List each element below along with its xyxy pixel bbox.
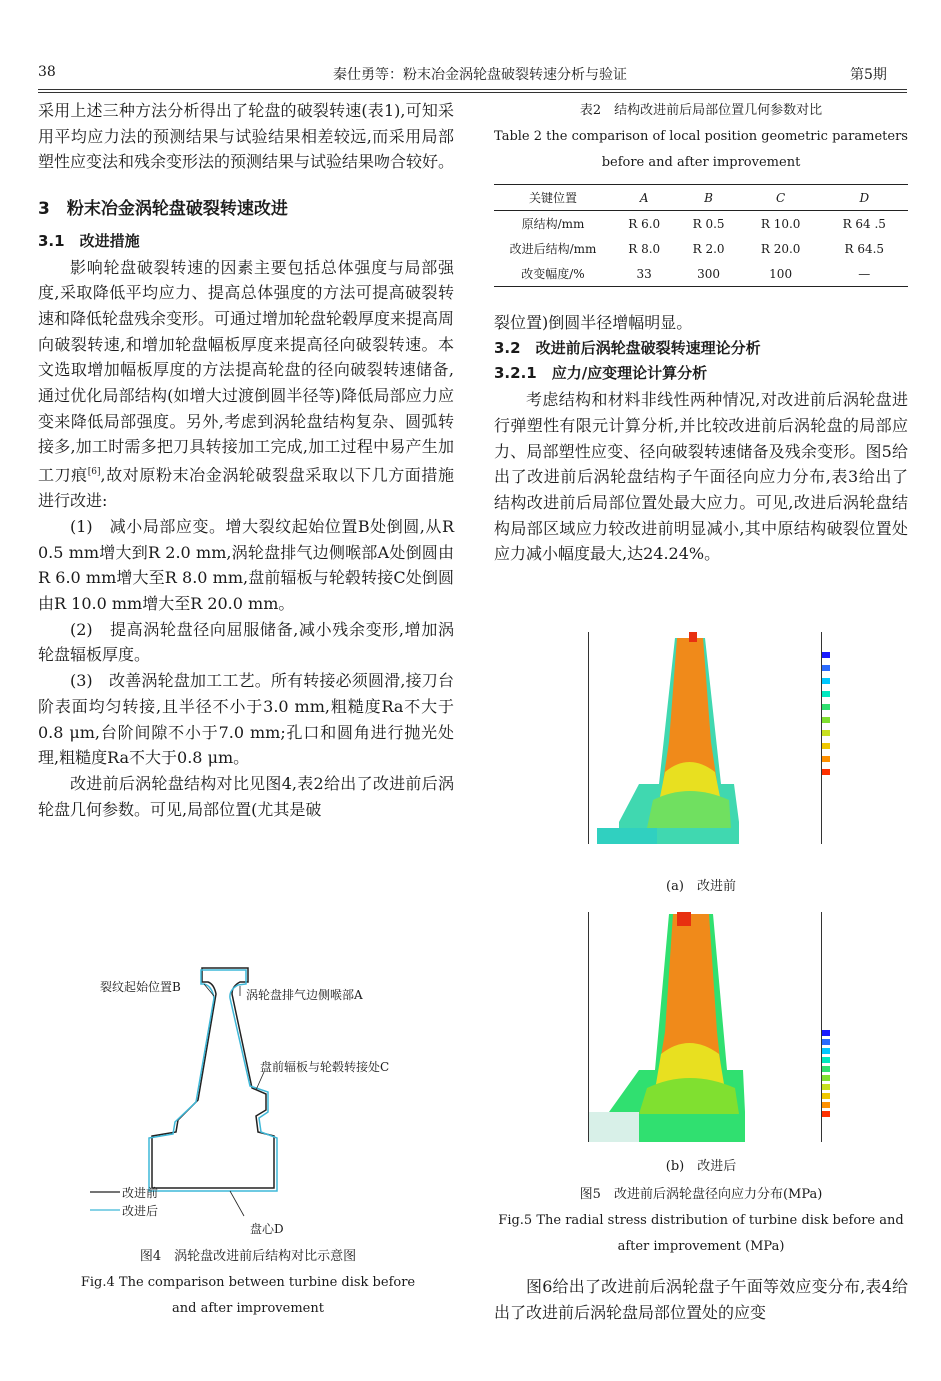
table2-title-en: Table 2 the comparison of local position geometric parameters — [494, 129, 908, 144]
table-row — [494, 236, 908, 261]
label-b: 裂纹起始位置B — [100, 980, 181, 994]
fig5-caption-cn: 图5 改进前后涡轮盘径向应力分布(MPa) — [579, 1187, 823, 1202]
legend-swatch — [822, 1075, 830, 1081]
table2-title — [494, 98, 908, 176]
table-cell: 300 — [676, 261, 740, 287]
legend-swatch — [822, 665, 830, 671]
table-cell: 改变幅度/% — [494, 261, 612, 287]
header-rule-thin — [38, 92, 907, 93]
running-title: 秦仕勇等：粉末冶金涡轮盘破裂转速分析与验证 — [333, 67, 627, 83]
fig5-legend-b — [822, 1030, 862, 1130]
table-cell: R 20.0 — [760, 241, 801, 256]
table-cell: R 64 .5 — [842, 216, 886, 231]
table-cell: R 10.0 — [760, 216, 801, 231]
section-heading-3-2-1: 3.2.1 应力/应变理论计算分析 — [494, 364, 708, 383]
table-header-cell: B — [676, 185, 740, 211]
table-cell: R 2.0 — [692, 241, 725, 256]
table-header-cell: D — [821, 185, 908, 211]
fig4-caption-cn: 图4 涡轮盘改进前后结构对比示意图 — [139, 1249, 357, 1264]
fig5-caption-en: after improvement (MPa) — [617, 1239, 785, 1254]
legend-swatch — [822, 691, 830, 697]
paragraph-text: ,故对原粉末冶金涡轮破裂盘采取以下几方面措施进行改进: — [38, 465, 454, 511]
table-cell: 33 — [612, 261, 676, 287]
table-cell: 改进后结构/mm — [509, 242, 597, 256]
paragraph — [38, 255, 454, 514]
table-cell: R 6.0 — [628, 216, 661, 231]
paragraph: (3) 改善涡轮盘加工工艺。所有转接必须圆滑,接刀台阶表面均匀转接,且半径不小于3.0 mm,粗糙度Ra不大于0.8 μm,台阶间隙不小于7.0 mm;孔口和圆角进行抛光处理,粗糙度Ra不大于0.8 μm。 — [38, 671, 454, 768]
paragraph: 考虑结构和材料非线性两种情况,对改进前后涡轮盘进行弹塑性有限元计算分析,并比较改进前后涡轮盘的局部应力、局部塑性应变、径向破裂转速储备及残余变形。图5给出了改进前后涡轮盘结构子午面径向应力分布,表3给出了结构改进前后局部位置处最大应力。可见,改进后涡轮盘结构局部区域应力较改进前明显减小,其中原结构破裂位置处应力减小幅度最大,达24.24%。 — [494, 390, 908, 564]
table-cell: 100 — [741, 261, 821, 287]
label-d: 盘心D — [250, 1222, 284, 1236]
table-row — [494, 261, 908, 287]
table-cell: R 64.5 — [844, 241, 885, 256]
legend-swatch — [822, 1048, 830, 1054]
table-header-cell: 关键位置 — [494, 185, 612, 211]
fig5-caption-en: Fig.5 The radial stress distribution of turbine disk before and — [498, 1213, 904, 1228]
fig5-sub-a: (a) 改进前 — [666, 879, 736, 894]
table-cell: R 8.0 — [628, 241, 661, 256]
fig4-caption-en: and after improvement — [172, 1301, 324, 1316]
table-header-cell: A — [612, 185, 676, 211]
table-cell: R 0.5 — [692, 216, 725, 231]
table-header-cell: C — [741, 185, 821, 211]
paragraph: 图6给出了改进前后涡轮盘子午面等效应变分布,表4给出了改进前后涡轮盘局部位置处的应变 — [494, 1277, 908, 1322]
legend-swatch — [822, 1030, 830, 1036]
fig4-caption — [40, 1244, 456, 1322]
table2-title-en: before and after improvement — [601, 155, 801, 170]
legend-swatch — [822, 1093, 830, 1099]
legend-swatch — [822, 717, 830, 723]
table-row — [494, 211, 908, 237]
paragraph: 改进前后涡轮盘结构对比见图4,表2给出了改进前后涡轮盘几何参数。可见,局部位置(尤其是破 — [38, 773, 454, 819]
legend-swatch — [822, 756, 830, 762]
fig5-contour-a — [588, 632, 822, 844]
legend-swatch — [822, 1039, 830, 1045]
fig5-sub-b: (b) 改进后 — [665, 1159, 737, 1174]
fig4-caption-en: Fig.4 The comparison between turbine disk before — [80, 1275, 416, 1290]
stress-contour-a — [589, 632, 821, 844]
fig5-contour-b — [588, 912, 822, 1142]
fig5-caption — [494, 1182, 908, 1260]
legend-swatch — [822, 1111, 830, 1117]
label-a: 涡轮盘排气边侧喉部A — [246, 988, 363, 1002]
figure-4 — [80, 960, 450, 1236]
legend-swatch — [822, 769, 830, 775]
legend-swatch — [822, 1057, 830, 1063]
legend-after: 改进后 — [122, 1204, 159, 1218]
paragraph: 采用上述三种方法分析得出了轮盘的破裂转速(表1),可知采用平均应力法的预测结果与试验结果相差较远,而采用局部塑性应变法和残余变形法的预测结果与试验结果吻合较好。 — [38, 101, 455, 172]
legend-swatch — [822, 1102, 830, 1108]
fig5-legend-a — [822, 652, 862, 792]
legend-before: 改进前 — [122, 1186, 159, 1200]
section-heading-3-1: 3.1 改进措施 — [38, 231, 140, 250]
paragraph: (1) 减小局部应变。增大裂纹起始位置B处倒圆,从R 0.5 mm增大到R 2.0 mm,涡轮盘排气边侧喉部A处倒圆由R 6.0 mm增大至R 8.0 mm,盘前辐板与轮毂转接C处倒圆由R 10.0 mm增大至R 20.0 mm。 — [38, 516, 454, 613]
citation: [6] — [87, 467, 101, 478]
leader-d — [230, 1191, 244, 1216]
legend-swatch — [822, 743, 830, 749]
legend-swatch — [822, 1084, 830, 1090]
table-2 — [494, 184, 908, 287]
paragraph: 裂位置)倒圆半径增幅明显。 — [494, 313, 693, 332]
legend-swatch — [822, 730, 830, 736]
stress-contour-b — [589, 912, 821, 1142]
legend-swatch — [822, 652, 830, 658]
issue-number: 第5期 — [850, 67, 887, 83]
label-c: 盘前辐板与轮毂转接处C — [260, 1060, 390, 1074]
paragraph: (2) 提高涡轮盘径向屈服储备,减小残余变形,增加涡轮盘辐板厚度。 — [38, 619, 454, 665]
left-column — [38, 98, 454, 822]
legend-swatch — [822, 1066, 830, 1072]
header-rule — [38, 89, 907, 90]
right-column-bottom — [494, 1274, 908, 1325]
section-heading-3: 3 粉末冶金涡轮盘破裂转速改进 — [38, 199, 288, 220]
table-cell: 原结构/mm — [521, 217, 585, 231]
paragraph-text: 影响轮盘破裂转速的因素主要包括总体强度与局部强度,采取降低平均应力、提高总体强度的方法可提高破裂转速和降低轮盘残余变形。可通过增加轮盘轮毂厚度来提高周向破裂转速,和增加轮盘幅板厚度来提高径向破裂转速。本文选取增加幅板厚度的方法提高轮盘的径向破裂转速储备,通过优化局部结构(如增大过渡倒圆半径等)降低局部应力应变来降低局部强度。另外,考虑到涡轮盘结构复杂、圆弧转接多,加工时需多把刀具转接加工完成,加工过程中易产生加工刀痕 — [38, 257, 455, 485]
right-column-top — [494, 310, 908, 567]
legend-swatch — [822, 678, 830, 684]
table2-title-cn: 表2 结构改进前后局部位置几何参数对比 — [579, 103, 823, 118]
table-cell: — — [821, 261, 908, 287]
legend-swatch — [822, 704, 830, 710]
page-number: 38 — [38, 64, 56, 80]
section-heading-3-2: 3.2 改进前后涡轮盘破裂转速理论分析 — [494, 338, 761, 357]
table-header-row — [494, 185, 908, 211]
profile-after — [149, 970, 277, 1191]
